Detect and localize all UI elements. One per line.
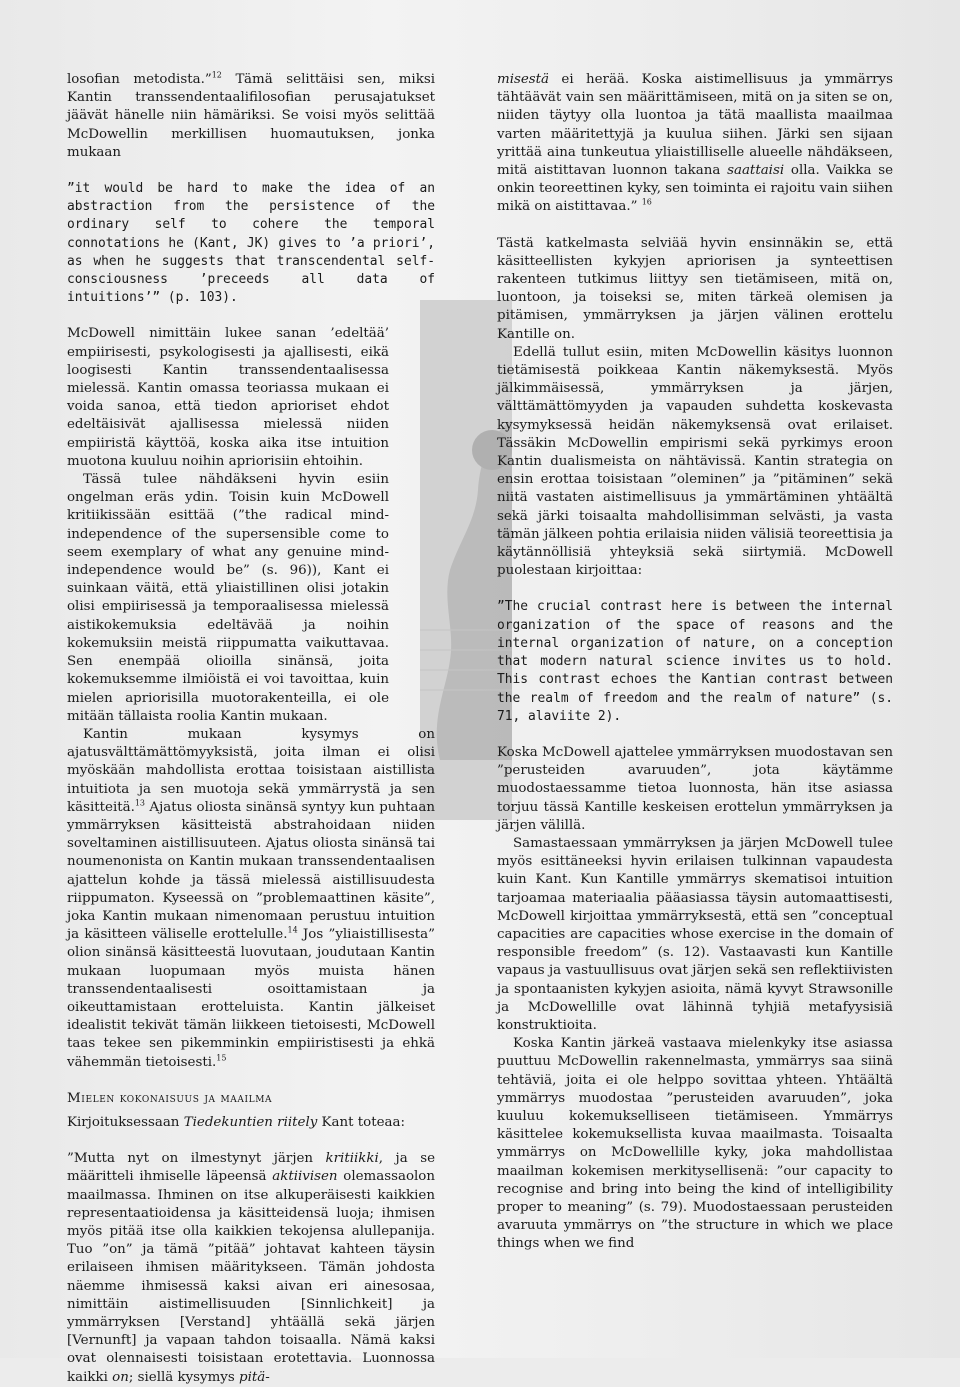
paragraph: Koska McDowell ajattelee ymmärryksen muodostavan sen ”perusteiden avaruuden”, jota käytämme muodostaessamme tietoa luonnosta, hän itse asiassa torjuu tässä Kantille keskeisen erottelun ymmärryksen ja järjen välillä. bbox=[497, 744, 893, 833]
paragraph: Kantin mukaan kysymys on ajatusvälttämättömyyksistä, joita ilman ei olisi myöskään mahdollista erottaa toisistaan aistillista intuitiota ja sen muotoja sekä ymmärrystä ja sen käsitteitä.$^{13}$ Ajatus oliosta sinänsä syntyy kun puhtaan ymmärryksen käsitteistä abstrahoidaan niiden soveltaminen aistillisuuteen. Ajatus oliosta sinänsä tai noumenonista on Kantin mukaan transsendentaalisen ajattelun kohde ja tässä mielessä aistillisuudesta riippumaton. Kyseessä on ”problemaattinen käsite”, joka Kantin mukaan nimenomaan perustuu intuition ja käsitteen väliselle erottelulle.$^{14}$ Jos ”yliaistillisesta” olion sinänsä käsitteestä luovutaan, joudutaan Kantin mukaan luopumaan myös muista hänen transsendentaalisesti osoittamistaan ja oikeuttamistaan erotteluista. Kantin jälkeiset idealistit tekivät tämän liikkeen tietoisesti, McDowell taas tekee sen pikemminkin empiiristisesti ja ehkä vähemmän tietoisesti.$^{15}$ bbox=[67, 726, 435, 1070]
footnote-ref: 13 bbox=[134, 798, 146, 808]
block-quote: ”Mutta nyt on ilmestynyt järjen kritiikki, ja se määritteli ihmiselle läpeensä aktiivisen olemassaolon maailmassa. Ihminen on itse alkuperäisesti kaikkien representaatioidensa ja käsitteidensä luoja; ihmisen myös pitää itse olla kaikkien tekojensa alullepanija. Tuo ”on” ja tämä ”pitää” johtavat kahteen täysin erilaiseen ihmisen määritykseen. Tämän johdosta näemme ihmisessä kaksi aivan eri ainesosaa, nimittäin aistimellisuuden [Sinnlichkeit] ja ymmärryksen [Verstand] yhtäällä sekä järjen [Vernunft] ja vapaan tahdon toisaalla. Nämä kaksi ovat olennaisesti toisistaan erotettavia. Luonnossa kaikki on; siellä kysymys pitä- bbox=[67, 1151, 435, 1385]
footnote-ref: 12 bbox=[211, 70, 222, 80]
paragraph: Kirjoituksessaan Tiedekuntien riitely Kant toteaa: bbox=[67, 1114, 406, 1130]
paragraph: McDowell nimittäin lukee sanan ’edeltää’ empiirisesti, psykologisesti ja ajallisesti, eikä loogisesti Kantin transsendentaalisessa mielessä. Kantin omassa teoriassa mukaan ei voida sanoa, että tiedon aprioriset ehdot edeltäisivät ajallisessa mielessä niiden empiiristä käyttöä, koska aika itse intuition muotona kuuluu noihin apriorisiin ehtoihin. bbox=[67, 326, 389, 469]
block-quote: ”The crucial contrast here is between the internal organization of the space of reasons and the internal organization of nature, on a conception that modern natural science invites us to hold. This contrast echoes the Kantian contrast between the realm of freedom and the realm of nature” (s. 71, alaviite 2). bbox=[497, 599, 893, 724]
paragraph: Samastaessaan ymmärryksen ja järjen McDowell tulee myös esittäneeksi hyvin erilaisen tulkinnan vapaudesta kuin Kant. Kun Kantille ymmärrys skematisoi intuition tarjoamaa materiaalia pääasiassa täysin automaattisesti, McDowell kirjoittaa ymmärryksestä, että sen ”conceptual capacities are capacities whose exercise in the domain of responsible freedom” (s. 12). Vastaavasti kun Kantille vapaus ja vastuullisuus ovat järjen sekä sen reflektiivisten ja spontaanisten kykyjen asioita, nämä kyvyt Strawsonille ja McDowellille ovat lähinnä tyhjiä metafyysisiä konstruktioita. bbox=[497, 835, 893, 1033]
section-heading: Mielen kokonaisuus ja maailma bbox=[67, 1090, 273, 1106]
left-column bbox=[67, 71, 435, 1387]
footnote-ref: 15 bbox=[216, 1053, 227, 1063]
block-quote: ”it would be hard to make the idea of an abstraction from the persistence of the ordinary self to cohere the temporal connotations he (Kant, JK) gives to ’a priori’, as when he suggests that transcendental self-consciousness ’preceeds all data of intuitions’” (p. 103). bbox=[67, 181, 435, 306]
paragraph: Koska Kantin järkeä vastaava mielenkyky itse asiassa puuttuu McDowellin rakennelmasta, ymmärrys saa siinä tehtäviä, joita ei ole helppo sovittaa yhteen. Yhtäältä ymmärrys muodostaa ”perusteiden avaruuden”, joka kuuluu kokemukselliseen tietämiseen. Ymmärrys käsittelee kokemuksellista kuvaa maailmasta. Toisaalta ymmärrys on McDowellille kyky, joka mahdollistaa maailman kokemisen merkitysellisenä: ”our capacity to recognise and bring into being the kind of intelligibility proper to meaning” (s. 79). Muodostaessaan perusteiden avaruuta ymmärrys on ”the structure in which we place things when we find bbox=[497, 1036, 893, 1252]
paragraph: Edellä tullut esiin, miten McDowellin käsitys luonnon tietämisestä poikkeaa Kantin näkemyksestä. Myös jälkimmäisessä, ymmärryksen ja järjen, välttämättömyyden ja vapauden suhdetta koskevasta kysymyksessä heidän näkemyksensä ovat erilaiset. Tässäkin McDowellin empirismi sekä pyrkimys eroon Kantin dualismeista on nähtävissä. Kantin strategia on ensin erottaa toisistaan ”oleminen” ja ”pitäminen” sekä niitä vastaten aistimellisuus ja ymmärtäminen yhtäältä sekä järki toisaalta mahdollisimman selvästi, ja vasta tämän jälkeen pohtia erilaisia niiden välisiä teoreettisia ja käytännöllisiä yhteyksiä sekä siirtymiä. McDowell puolestaan kirjoittaa: bbox=[497, 344, 893, 579]
paragraph: losofian metodista.”$^{12}$ Tämä selittäisi sen, miksi Kantin transsendentaalifilosofian perusajatukset jäävät hänelle niin hämäriksi. Se voisi myös selittää McDowellin merkillisen huomautuksen, jonka mukaan bbox=[67, 70, 435, 160]
paragraph: Tästä katkelmasta selviää hyvin ensinnäkin se, että käsitteellisten kykyjen apriorisen ja synteettisen rakenteen tutkimus liittyy sen tietämiseen, mitä on, luontoon, ja toiseksi se, miten tärkeä olemisen ja pitämisen, ymmärryksen ja järjen välinen erottelu Kantille on. bbox=[497, 235, 893, 342]
footnote-ref: 14 bbox=[287, 925, 298, 935]
right-column bbox=[497, 71, 893, 1254]
footnote-ref: 16 bbox=[641, 197, 652, 207]
paragraph: Tässä tulee nähdäkseni hyvin esiin ongelman eräs ydin. Toisin kuin McDowell kritiikissään esittää (”the radical mind-independence of the supersensible come to seem exemplary of what any genuine mind-independence would be” (s. 96)), Kant ei suinkaan väitä, että yliaistillinen olisi jotakin olisi empiirisessä ja temporaalisessa mielessä aistikokemuksia edeltävää ja noihin kokemuksiin meistä riippumatta vaikuttavaa. Sen enempää olioilla sinänsä, joita kokemuksemme ilmiöistä ei voi tavoittaa, kuin mielen apriorisilla muotorakenteilla, ei ole mitään tällaista roolia Kantin mukaan. bbox=[67, 472, 389, 724]
block-quote-continuation: misestä ei herää. Koska aistimellisuus ja ymmärrys tähtäävät vain sen määrittämiseen, mitä on ja siten se on, niiden täytyy olla luontoa ja tätä maallista maailmaa varten määritettyjä ja kuulua siihen. Järki sen sijaan yrittää aina tunkeutua yliaistilliselle alueelle nähdäkseen, mitä aistittavan luonnon takana saattaisi olla. Vaikka se onkin teoreettinen kyky, sen toiminta ei rajoitu vain siihen mikä on aistittavaa.” $^{16}$ bbox=[497, 72, 893, 215]
